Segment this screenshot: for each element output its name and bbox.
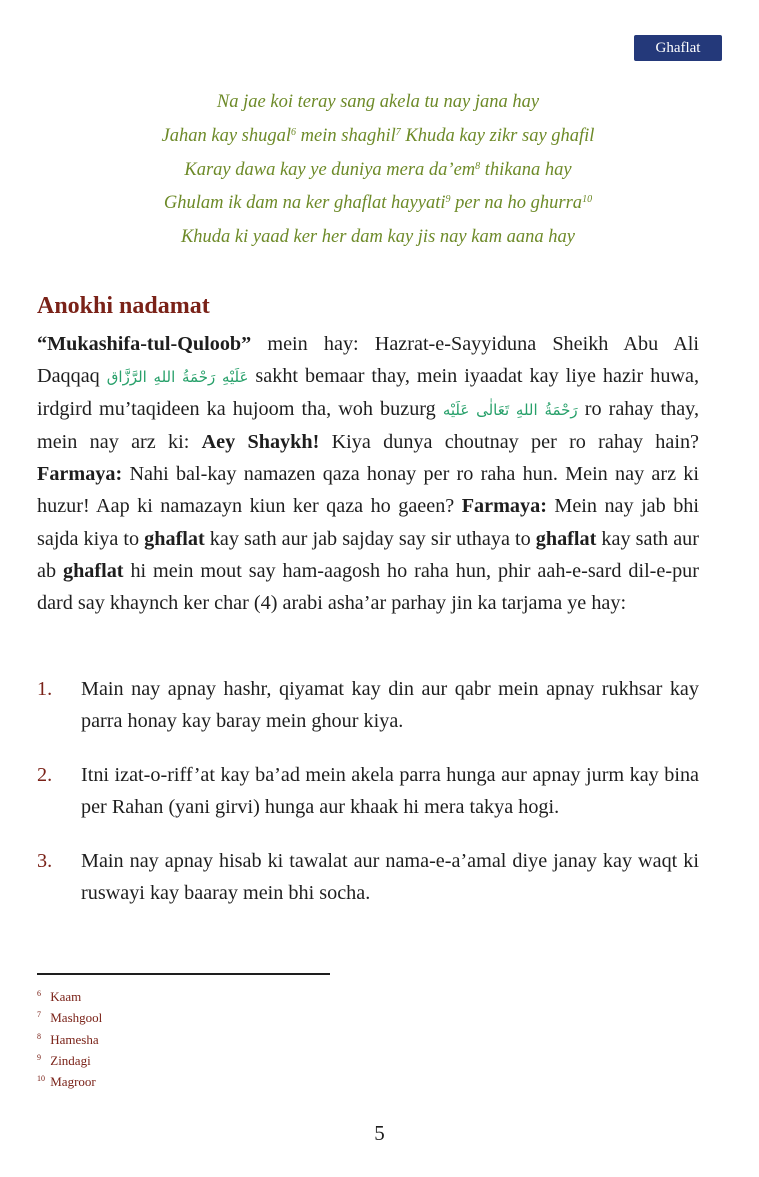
list-number: 2.	[37, 764, 53, 787]
list-item	[37, 673, 699, 737]
poem-line: Karay dawa kay ye duniya mera $da’em^8$ thikana hay	[184, 159, 572, 180]
section-heading: Anokhi nadamat	[37, 293, 210, 319]
footnote: 7 Mashgool	[37, 1010, 103, 1026]
footnote-ref[interactable]: 8	[475, 160, 481, 172]
footnote-divider	[37, 973, 330, 975]
footnote-ref[interactable]: 9	[445, 194, 451, 206]
footnotes	[37, 986, 102, 1092]
list-number: 3.	[37, 850, 53, 873]
list-text: Main nay apnay hisab ki tawalat aur nama-e-a’amal diye janay kay waqt ki ruswayi kay baaray mein bhi socha.	[81, 850, 699, 905]
footnote: 8 Hamesha	[37, 1031, 99, 1047]
poem-line: Na jae koi teray sang akela tu nay jana hay	[216, 92, 540, 112]
body-paragraph: “Mukashifa-tul-Quloob” mein hay: Hazrat-e-Sayyiduna Sheikh Abu Ali Daqqaq عَلَيْهِ رَحْمَةُ اللهِ الرَّزَّاق sakht bemaar thay, mein iyaadat kay liye hazir huwa, irdgird mu’taqideen ka hujoom tha, woh buzurg رَحْمَةُ اللهِ تَعَالٰى عَلَيْه ro rahay thay, mein nay arz ki: Aey Shaykh! Kiya dunya choutnay per ro rahay hain? Farmaya: Nahi bal-kay namazen qaza honay per ro raha hun. Mein nay arz ki huzur! Aap ki namazayn kiun ker qaza ho gaeen? Farmaya: Mein nay jab bhi sajda kiya to ghaflat kay sath aur jab sajday say sir uthaya to ghaflat kay sath aur ab ghaflat hi mein mout say ham-aagosh ho raha hun, phir aah-e-sard dil-e-pur dard say khaynch ker char (4) arabi asha’ar parhay jin ka tarjama ye hay:	[37, 333, 700, 614]
footnote-ref[interactable]: 7	[395, 126, 401, 138]
poem	[60, 86, 696, 255]
footnote: 10 Magroor	[37, 1074, 96, 1090]
list-text: Itni izat-o-riff’at kay ba’ad mein akela parra hunga aur apnay jurm kay bina per Rahan (yani girvi) hunga aur khaak hi mera takya hogi.	[81, 764, 699, 819]
arabic-honorific: عَلَيْهِ رَحْمَةُ اللهِ الرَّزَّاق	[106, 368, 249, 387]
list-number: 1.	[37, 678, 53, 700]
footnote: 9 Zindagi	[37, 1052, 91, 1068]
footnote: 6 Kaam	[37, 989, 82, 1004]
list-item	[37, 759, 699, 823]
poem-line: Khuda ki yaad ker her dam kay jis nay kam aana hay	[180, 227, 576, 248]
page-number: 5	[374, 1121, 385, 1145]
poem-line: Jahan kay shugal$^6$ mein shaghil$^7$ Khuda kay zikr say ghafil	[161, 125, 595, 146]
arabic-honorific: رَحْمَةُ اللهِ تَعَالٰى عَلَيْه	[442, 401, 578, 420]
list-item	[37, 845, 699, 909]
numbered-list	[37, 673, 699, 910]
footnote-ref[interactable]: 6	[291, 126, 297, 138]
chapter-tag: Ghaflat	[634, 35, 722, 61]
footnote-ref[interactable]: 10	[582, 194, 593, 206]
list-text: Main nay apnay hashr, qiyamat kay din aur qabr mein apnay rukhsar kay parra honay kay baray mein ghour kiya.	[81, 678, 699, 733]
poem-line: Ghulam ik dam na ker ghaflat hayyati$^9$ per na ho ghurra$^{10}$	[163, 193, 593, 214]
